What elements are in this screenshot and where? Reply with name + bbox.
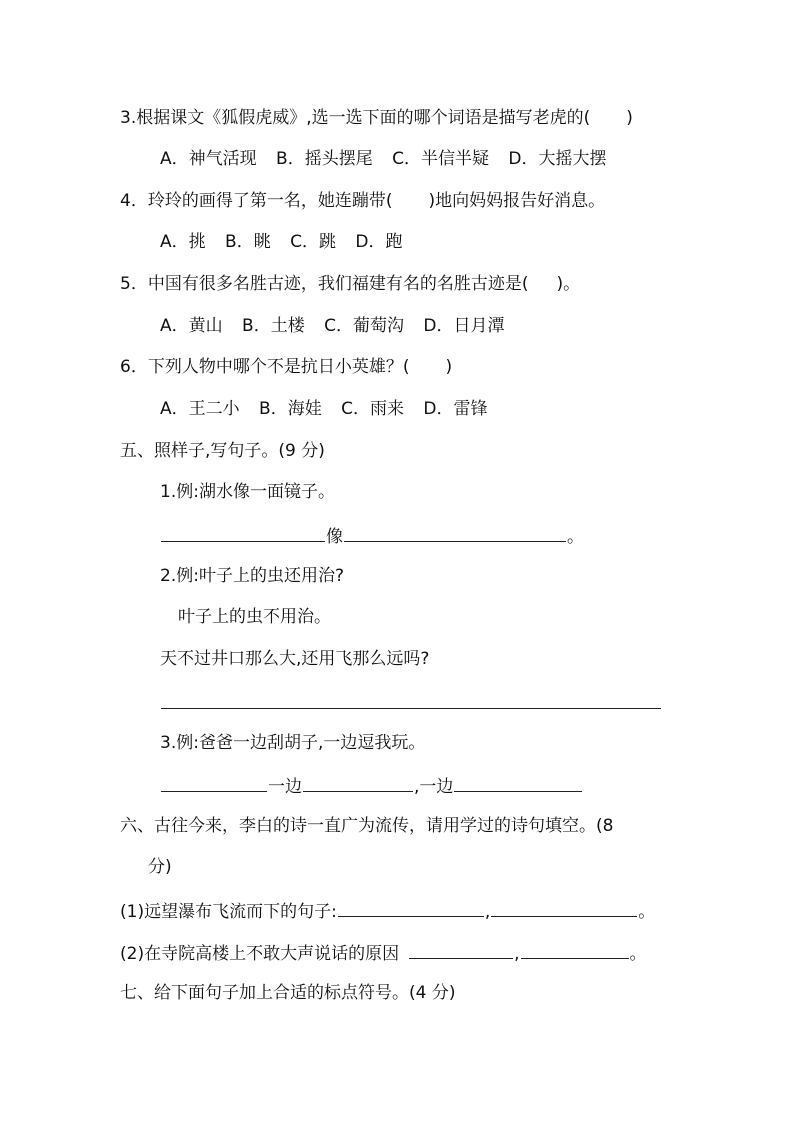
item-1-label: (1)远望瀑布飞流而下的句子: bbox=[120, 902, 337, 922]
item-1-period: 。 bbox=[638, 902, 656, 922]
option-a[interactable]: A．挑 bbox=[160, 232, 206, 252]
question-3-close-paren: ) bbox=[626, 108, 633, 128]
section-5-example-2-sample: 叶子上的虫不用治。 bbox=[178, 607, 331, 627]
option-d[interactable]: D．日月潭 bbox=[423, 316, 505, 336]
answer-blank[interactable] bbox=[521, 940, 629, 959]
question-3-options bbox=[160, 148, 607, 170]
question-3-text: 3.根据课文《狐假虎威》,选一选下面的哪个词语是描写老虎的( bbox=[120, 108, 591, 128]
answer-blank[interactable] bbox=[454, 773, 582, 792]
section-5-example-2: 2.例:叶子上的虫还用治? bbox=[160, 566, 344, 586]
section-6-heading: 六、古往今来，李白的诗一直广为流传，请用学过的诗句填空。(8 bbox=[120, 816, 614, 836]
answer-blank[interactable] bbox=[338, 898, 484, 917]
section-6-item-1 bbox=[120, 898, 655, 923]
answer-1-connector: 像 bbox=[326, 527, 343, 547]
option-b[interactable]: B．土楼 bbox=[242, 316, 305, 336]
question-6-options bbox=[160, 398, 488, 420]
question-4-text-end: )地向妈妈报告好消息。 bbox=[428, 191, 606, 211]
answer-blank[interactable] bbox=[344, 523, 566, 542]
item-1-comma: , bbox=[484, 902, 491, 922]
section-5-example-1: 1.例:湖水像一面镜子。 bbox=[160, 482, 335, 502]
item-2-label: (2)在寺院高楼上不敢大声说话的原因 bbox=[120, 944, 400, 964]
answer-blank[interactable] bbox=[161, 773, 267, 792]
question-3-stem bbox=[120, 107, 633, 129]
option-c[interactable]: C．半信半疑 bbox=[392, 149, 489, 169]
section-7-heading: 七、给下面句子加上合适的标点符号。(4 分) bbox=[120, 983, 456, 1003]
question-6-stem bbox=[120, 356, 452, 378]
question-4-text: 4．玲玲的画得了第一名，她连蹦带( bbox=[120, 191, 393, 211]
section-5-heading: 五、照样子,写句子。(9 分) bbox=[120, 441, 325, 461]
answer-blank[interactable] bbox=[303, 773, 413, 792]
item-2-comma: , bbox=[514, 944, 520, 964]
option-b[interactable]: B．眺 bbox=[225, 232, 271, 252]
option-c[interactable]: C．葡萄沟 bbox=[324, 316, 404, 336]
question-4-stem bbox=[120, 190, 605, 212]
answer-blank[interactable] bbox=[161, 690, 661, 709]
answer-1-period: 。 bbox=[567, 527, 584, 547]
section-5-example-3: 3.例:爸爸一边刮胡子,一边逗我玩。 bbox=[160, 733, 426, 753]
answer-blank[interactable] bbox=[409, 940, 513, 959]
question-6-text: 6．下列人物中哪个不是抗日小英雄？( bbox=[120, 357, 410, 377]
answer-3-connector-1: 一边 bbox=[268, 777, 302, 797]
option-b[interactable]: B．海娃 bbox=[259, 399, 322, 419]
section-5-answer-1 bbox=[160, 523, 584, 548]
option-a[interactable]: A．神气活现 bbox=[160, 149, 257, 169]
question-6-close-paren: ) bbox=[445, 357, 453, 377]
answer-blank[interactable] bbox=[491, 898, 637, 917]
option-d[interactable]: D．大摇大摆 bbox=[508, 149, 607, 169]
option-a[interactable]: A．王二小 bbox=[160, 399, 240, 419]
question-5-stem bbox=[120, 273, 580, 295]
answer-3-connector-2: ,一边 bbox=[414, 777, 454, 797]
question-5-text: 5．中国有很多名胜古迹，我们福建有名的名胜古迹是( bbox=[120, 274, 529, 294]
option-c[interactable]: C．雨来 bbox=[341, 399, 404, 419]
option-a[interactable]: A．黄山 bbox=[160, 316, 223, 336]
option-d[interactable]: D．跑 bbox=[355, 232, 403, 252]
question-4-options bbox=[160, 231, 403, 253]
section-5-example-2-prompt: 天不过井口那么大,还用飞那么远吗? bbox=[160, 649, 430, 669]
section-6-item-2 bbox=[120, 940, 647, 965]
option-b[interactable]: B．摇头摆尾 bbox=[276, 149, 373, 169]
item-2-period: 。 bbox=[629, 944, 647, 964]
option-c[interactable]: C．跳 bbox=[290, 232, 336, 252]
answer-blank[interactable] bbox=[161, 523, 325, 542]
option-d[interactable]: D．雷锋 bbox=[423, 399, 488, 419]
section-5-answer-3 bbox=[160, 773, 583, 798]
question-5-options bbox=[160, 315, 505, 337]
section-5-answer-2 bbox=[160, 690, 662, 715]
question-5-text-end: )。 bbox=[556, 274, 581, 294]
section-6-heading-cont: 分) bbox=[148, 857, 172, 877]
